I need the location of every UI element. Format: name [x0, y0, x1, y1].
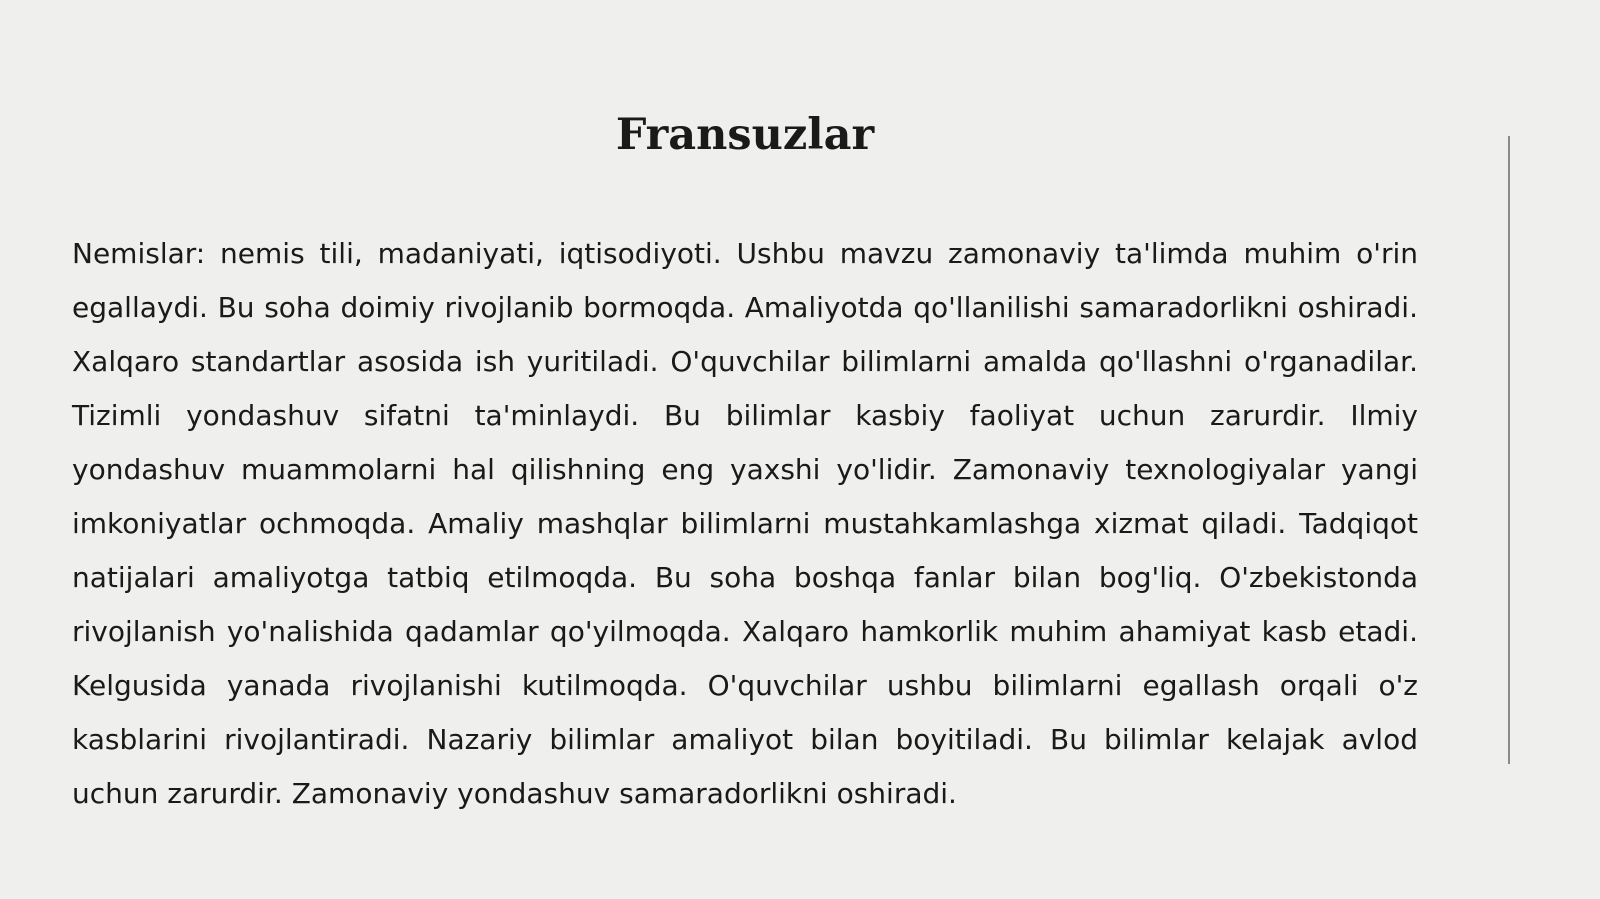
- slide-body-text: Nemislar: nemis tili, madaniyati, iqtisodiyoti. Ushbu mavzu zamonaviy ta'limda muhim o'rin egallaydi. Bu soha doimiy rivojlanib bormoqda. Amaliyotda qo'llanilishi samaradorlikni oshiradi. Xalqaro standartlar asosida ish yuritiladi. O'quvchilar bilimlarni amalda qo'llashni o'rganadilar. Tizimli yondashuv sifatni ta'minlaydi. Bu bilimlar kasbiy faoliyat uchun zarurdir. Ilmiy yondashuv muammolarni hal qilishning eng yaxshi yo'lidir. Zamonaviy texnologiyalar yangi imkoniyatlar ochmoqda. Amaliy mashqlar bilimlarni mustahkamlashga xizmat qiladi. Tadqiqot natijalari amaliyotga tatbiq etilmoqda. Bu soha boshqa fanlar bilan bog'liq. O'zbekistonda rivojlanish yo'nalishida qadamlar qo'yilmoqda. Xalqaro hamkorlik muhim ahamiyat kasb etadi. Kelgusida yanada rivojlanishi kutilmoqda. O'quvchilar ushbu bilimlarni egallash orqali o'z kasblarini rivojlantiradi. Nazariy bilimlar amaliyot bilan boyitiladi. Bu bilimlar kelajak avlod uchun zarurdir. Zamonaviy yondashuv samaradorlikni oshiradi.: [72, 237, 1418, 810]
- slide-title: Fransuzlar: [615, 110, 875, 160]
- vertical-divider: [1508, 136, 1510, 764]
